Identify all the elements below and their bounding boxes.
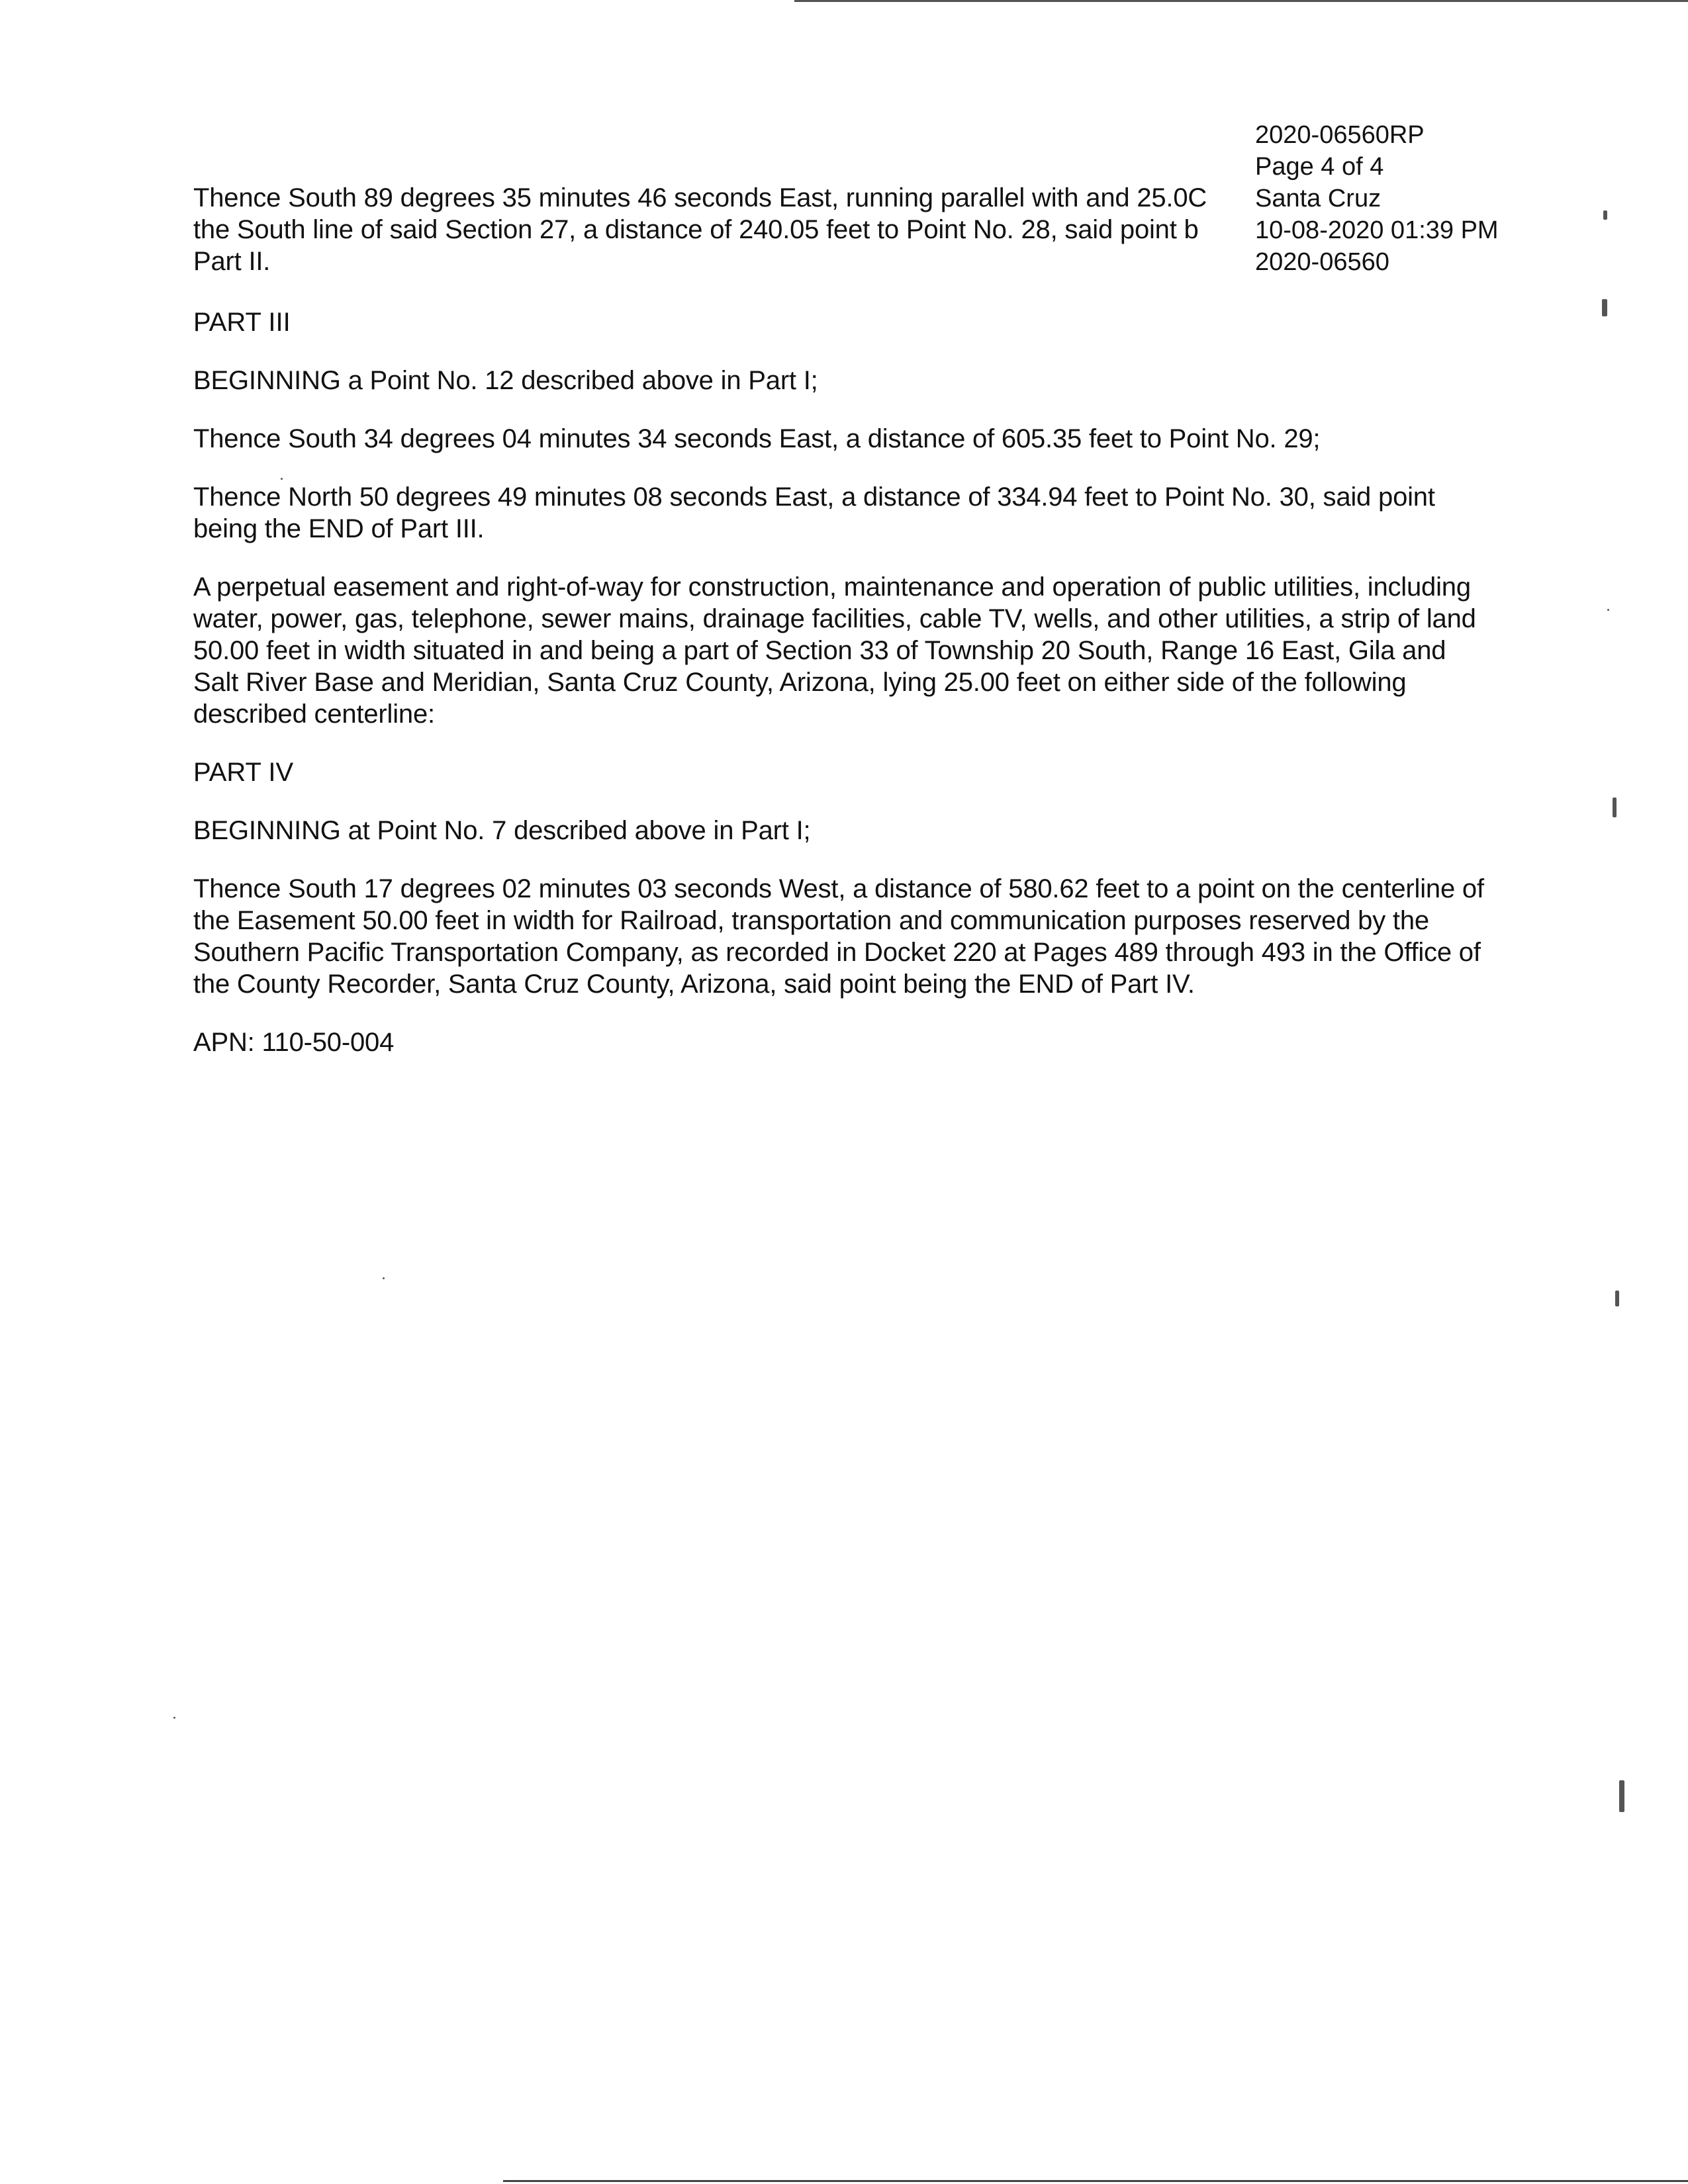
- recording-stamp: [1252, 119, 1540, 278]
- legal-description-body: [193, 182, 1491, 1085]
- continuation-line-3: Part II.: [193, 247, 271, 276]
- continuation-line-1: Thence South 89 degrees 35 minutes 46 seconds East, running parallel with and 25.0C: [193, 183, 1207, 212]
- scan-speck: [1615, 1291, 1619, 1306]
- scan-edge-top: [794, 0, 1688, 2]
- stamp-page-number: Page 4 of 4: [1255, 153, 1384, 181]
- scan-edge-bottom: [503, 2180, 1688, 2182]
- part-4-course-1: Thence South 17 degrees 02 minutes 03 seconds West, a distance of 580.62 feet to a point on the centerline of the Easement 50.00 feet in width for Railroad, transportation and communication purposes reserved by the Southern Pacific Transportation Company, as recorded in Docket 220 at Pages 489 through 493 in the Office of the County Recorder, Santa Cruz County, Arizona, said point being the END of Part IV.: [193, 874, 1484, 999]
- stamp-document-number: 2020-06560RP: [1255, 121, 1425, 149]
- easement-description: A perpetual easement and right-of-way for construction, maintenance and operation of public utilities, including water, power, gas, telephone, sewer mains, drainage facilities, cable TV, wells, and other utilities, a strip of land 50.00 feet in width situated in and being a part of Section 33 of Township 20 South, Range 16 East, Gila and Salt River Base and Meridian, Santa Cruz County, Arizona, lying 25.00 feet on either side of the following described centerline:: [193, 572, 1476, 729]
- stamp-recorded-at: 10-08-2020 01:39 PM: [1255, 216, 1499, 244]
- continuation-line-2: the South line of said Section 27, a distance of 240.05 feet to Point No. 28, said point b: [193, 215, 1199, 244]
- apn-line: APN: 110-50-004: [193, 1028, 395, 1057]
- part-4-beginning: BEGINNING at Point No. 7 described above in Part I;: [193, 816, 811, 845]
- part-3-heading: PART III: [193, 308, 291, 337]
- scan-speck: [1603, 210, 1607, 220]
- scan-speck: [1607, 609, 1609, 611]
- part-3-beginning: BEGINNING a Point No. 12 described above in Part I;: [193, 366, 818, 395]
- scan-speck: [1602, 299, 1607, 316]
- scan-speck: [1613, 797, 1617, 817]
- stamp-county: Santa Cruz: [1255, 185, 1382, 212]
- stamp-fee-number: 2020-06560: [1255, 248, 1389, 276]
- scan-speck: [173, 1717, 175, 1719]
- scan-speck: [383, 1277, 385, 1279]
- part-3-course-2: Thence North 50 degrees 49 minutes 08 seconds East, a distance of 334.94 feet to Point No. 30, said point being the END of Part III.: [193, 482, 1435, 543]
- continuation-paragraph: [193, 182, 1252, 277]
- part-4-heading: PART IV: [193, 758, 294, 787]
- part-3-course-1: Thence South 34 degrees 04 minutes 34 seconds East, a distance of 605.35 feet to Point No. 29;: [193, 424, 1321, 453]
- scan-speck: [1619, 1780, 1624, 1812]
